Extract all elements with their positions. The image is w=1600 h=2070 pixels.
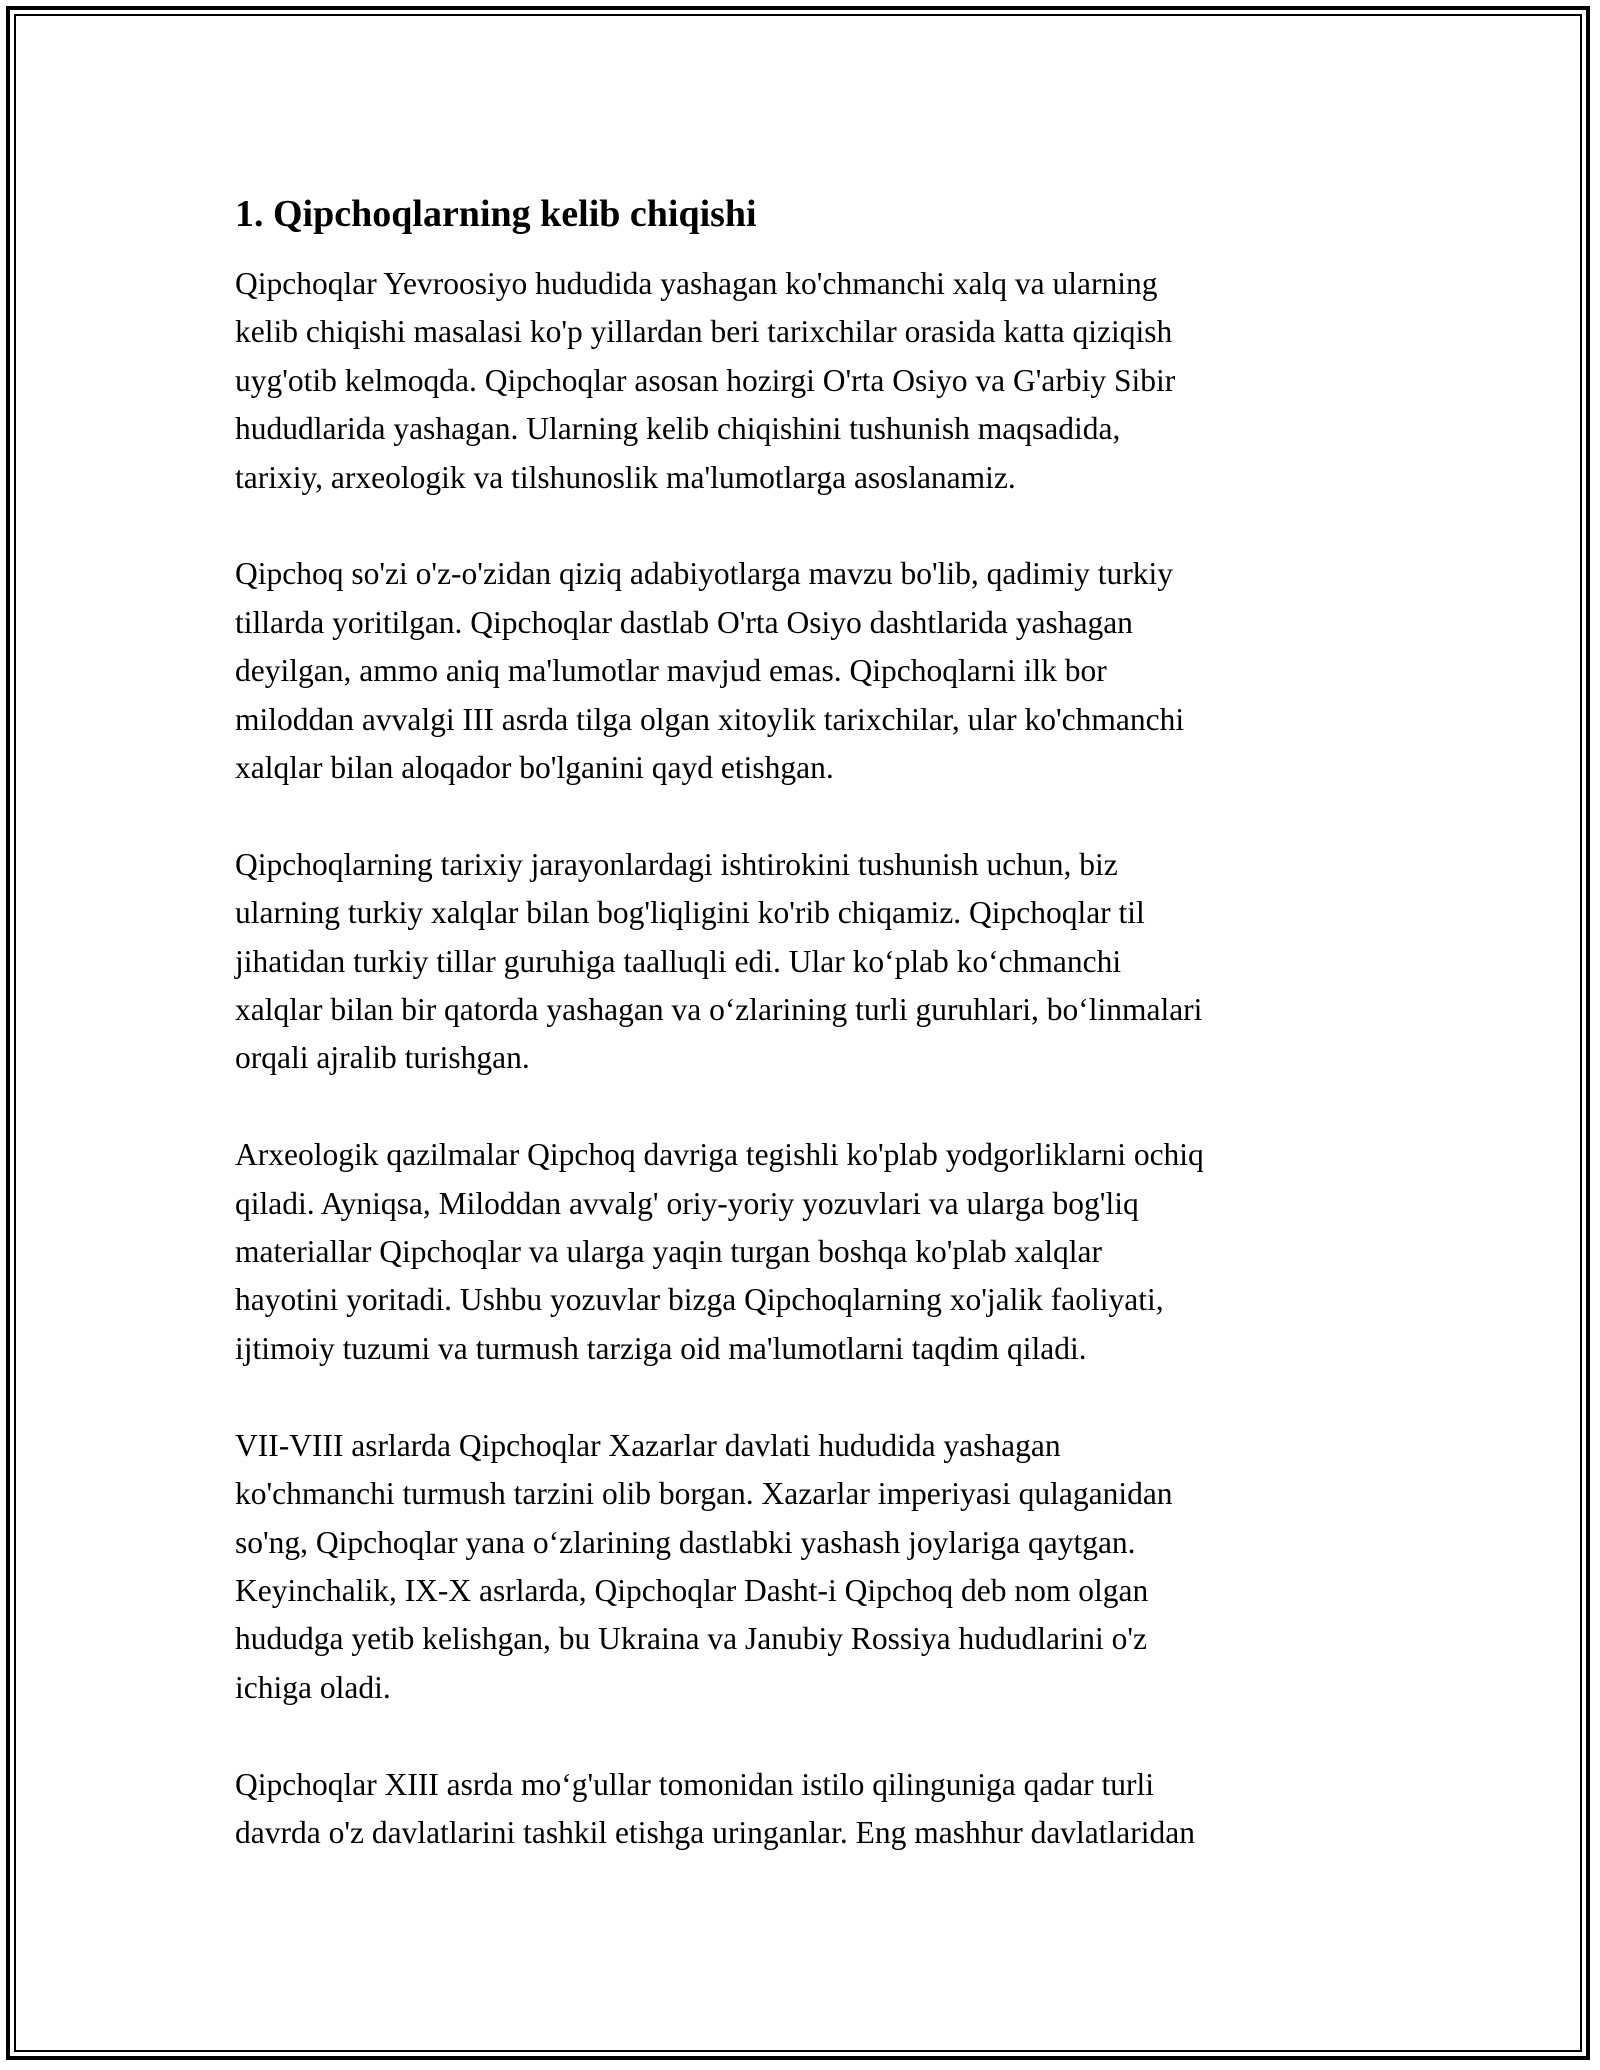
paragraph-6: Qipchoqlar XIII asrda mo‘g'ullar tomonidan istilo qilinguniga qadar turli davrda o'z davlatlarini tashkil etishga uringanlar. Eng mashhur davlatlaridan [235,1766,1195,1850]
paragraph-5: VII-VIII asrlarda Qipchoqlar Xazarlar davlati hududida yashagan ko'chmanchi turmush tarzini olib borgan. Xazarlar imperiyasi qulaganidan so'ng, Qipchoqlar yana o‘zlarining dastlabki yashash joylariga qaytgan. Keyinchalik, IX-X asrlarda, Qipchoqlar Dasht-i Qipchoq deb nom olgan hududga yetib kelishgan, bu Ukraina va Janubiy Rossiya hududlarini o'z ichiga oladi. [235,1427,1173,1705]
section-heading: 1. Qipchoqlarning kelib chiqishi [235,193,757,235]
paragraph-2: Qipchoq so'zi o'z-o'zidan qiziq adabiyotlarga mavzu bo'lib, qadimiy turkiy tillarda yoritilgan. Qipchoqlar dastlab O'rta Osiyo dashtlarida yashagan deyilgan, ammo aniq ma'lumotlar mavjud emas. Qipchoqlarni ilk bor miloddan avvalgi III asrda tilga olgan xitoylik tarixchilar, ular ko'chmanchi xalqlar bilan aloqador bo'lganini qayd etishgan. [235,556,1185,786]
paragraph-1: Qipchoqlar Yevroosiyo hududida yashagan ko'chmanchi xalq va ularning kelib chiqishi masalasi ko'p yillardan beri tarixchilar orasida katta qiziqish uyg'otib kelmoqda. Qipchoqlar asosan hozirgi O'rta Osiyo va G'arbiy Sibir hududlarida yashagan. Ularning kelib chiqishini tushunish maqsadida, tarixiy, arxeologik va tilshunoslik ma'lumotlarga asoslanamiz. [235,266,1176,495]
paragraph-4: Arxeologik qazilmalar Qipchoq davriga tegishli ko'plab yodgorliklarni ochiq qiladi. Ayniqsa, Miloddan avvalg' oriy-yoriy yozuvlari va ularga bog'liq materiallar Qipchoqlar va ularga yaqin turgan boshqa ko'plab xalqlar hayotini yoritadi. Ushbu yozuvlar bizga Qipchoqlarning xo'jalik faoliyati, ijtimoiy tuzumi va turmush tarziga oid ma'lumotlarni taqdim qiladi. [235,1137,1204,1366]
document-body [235,186,1375,1906]
paragraph-3: Qipchoqlarning tarixiy jarayonlardagi ishtirokini tushunish uchun, biz ularning turkiy xalqlar bilan bog'liqligini ko'rib chiqamiz. Qipchoqlar til jihatidan turkiy tillar guruhiga taalluqli edi. Ular ko‘plab ko‘chmanchi xalqlar bilan bir qatorda yashagan va o‘zlarining turli guruhlari, bo‘linmalari orqali ajralib turishgan. [235,846,1203,1076]
